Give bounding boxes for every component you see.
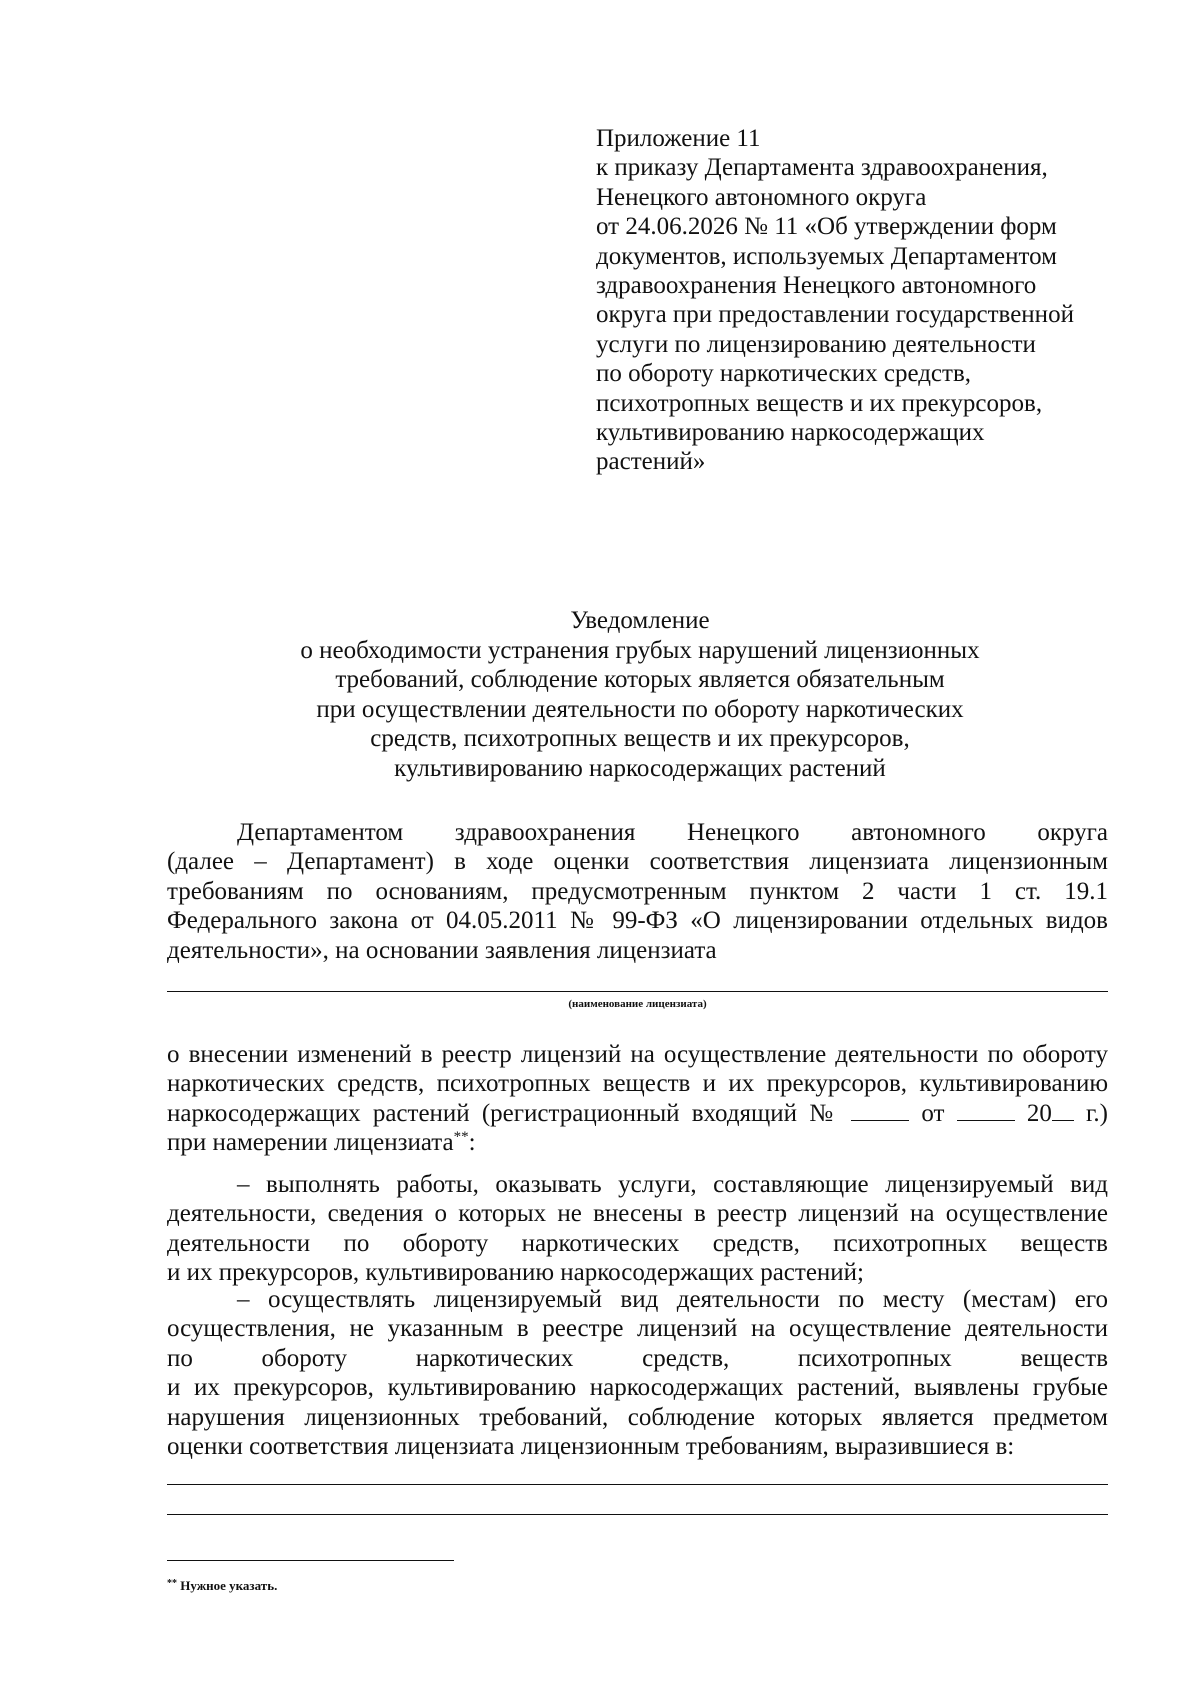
- appendix-line: психотропных веществ и их прекурсоров,: [596, 389, 1043, 417]
- violations-line-1[interactable]: [167, 1484, 1108, 1485]
- registration-year-prefix: 20: [1027, 1100, 1074, 1127]
- title-line: о необходимости устранения грубых нарушений лицензионных: [300, 636, 980, 664]
- paragraph-line: нарушения лицензионных требований, соблюдение которых является предметом: [167, 1403, 1108, 1431]
- footnote-text: Нужное указать.: [177, 1578, 278, 1593]
- registration-year-suffix: г.): [1085, 1099, 1108, 1127]
- paragraph-line: осуществления, не указанным в реестре лицензий на осуществление деятельности: [167, 1315, 1108, 1343]
- title-line: культивированию наркосодержащих растений: [394, 754, 886, 782]
- appendix-line: Ненецкого автономного округа: [596, 183, 927, 211]
- title-heading: Уведомление: [570, 607, 710, 634]
- title-line: при осуществлении деятельности по обороту наркотических: [316, 695, 964, 723]
- paragraph-line: деятельности по обороту наркотических средств, психотропных веществ: [167, 1229, 1108, 1257]
- application-paragraph: [167, 1040, 1108, 1158]
- paragraph-line: о внесении изменений в реестр лицензий на осуществление деятельности по обороту: [167, 1041, 1108, 1068]
- appendix-line: здравоохранения Ненецкого автономного: [596, 272, 1037, 300]
- paragraph-line: (далее – Департамент) в ходе оценки соответствия лицензиата лицензионным: [167, 848, 1108, 876]
- licensee-name-line[interactable]: [167, 991, 1108, 992]
- footnote-divider: [167, 1560, 454, 1561]
- paragraph-line: и их прекурсоров, культивированию наркосодержащих растений, выявлены грубые: [167, 1374, 1108, 1402]
- footnote: [167, 1578, 277, 1594]
- paragraph-line: – осуществлять лицензируемый вид деятельности по месту (местам) его: [237, 1286, 1108, 1313]
- intro-paragraph: [167, 818, 1108, 965]
- footnote-reference: **: [453, 1129, 469, 1146]
- violations-line-2[interactable]: [167, 1514, 1108, 1515]
- licensee-caption: (наименование лицензиата): [568, 998, 707, 1010]
- registration-year-blank[interactable]: [1052, 1100, 1074, 1121]
- appendix-line: округа при предоставлении государственной: [596, 301, 1074, 329]
- paragraph-line: Департаментом здравоохранения Ненецкого автономного округа: [237, 819, 1108, 846]
- appendix-line: Приложение 11: [596, 125, 761, 152]
- document-title: [160, 606, 1120, 783]
- title-line: требований, соблюдение которых является обязательным: [335, 666, 945, 693]
- appendix-line: документов, используемых Департаментом: [596, 242, 1057, 270]
- paragraph-line: требованиям по основаниям, предусмотренным пунктом 2 части 1 ст. 19.1: [167, 877, 1108, 905]
- registration-label: наркосодержащих растений (регистрационный входящий №: [167, 1099, 840, 1127]
- appendix-header: [596, 124, 1136, 477]
- paragraph-line: наркотических средств, психотропных веществ и их прекурсоров, культивированию: [167, 1070, 1108, 1098]
- bullet-item-places: [167, 1285, 1108, 1461]
- paragraph-line: при намерении лицензиата**:: [167, 1129, 476, 1157]
- paragraph-line: Федерального закона от 04.05.2011 № 99-ФЗ «О лицензировании отдельных видов: [167, 907, 1108, 935]
- title-line: средств, психотропных веществ и их прекурсоров,: [370, 725, 910, 752]
- appendix-line: услуги по лицензированию деятельности: [596, 330, 1036, 358]
- appendix-line: к приказу Департамента здравоохранения,: [596, 154, 1048, 182]
- appendix-line: растений»: [596, 448, 706, 476]
- registration-number-blank[interactable]: [851, 1100, 909, 1121]
- registration-date-blank[interactable]: [957, 1100, 1015, 1121]
- appendix-line: культивированию наркосодержащих: [596, 419, 985, 447]
- registration-line: [167, 1099, 1108, 1128]
- paragraph-line: деятельности, сведения о которых не внесены в реестр лицензий на осуществление: [167, 1200, 1108, 1228]
- appendix-line: по обороту наркотических средств,: [596, 360, 972, 388]
- bullet-item-works: [167, 1170, 1108, 1288]
- paragraph-line: – выполнять работы, оказывать услуги, составляющие лицензируемый вид: [237, 1171, 1108, 1198]
- registration-from-label: от: [921, 1099, 945, 1127]
- paragraph-line: оценки соответствия лицензиата лицензионным требованиям, выразившиеся в:: [167, 1433, 1015, 1461]
- paragraph-line: по обороту наркотических средств, психотропных веществ: [167, 1344, 1108, 1372]
- paragraph-line: деятельности», на основании заявления лицензиата: [167, 936, 717, 964]
- appendix-line: от 24.06.2026 № 11 «Об утверждении форм: [596, 213, 1057, 241]
- footnote-mark: **: [167, 1578, 177, 1589]
- paragraph-line: и их прекурсоров, культивированию наркосодержащих растений;: [167, 1259, 864, 1287]
